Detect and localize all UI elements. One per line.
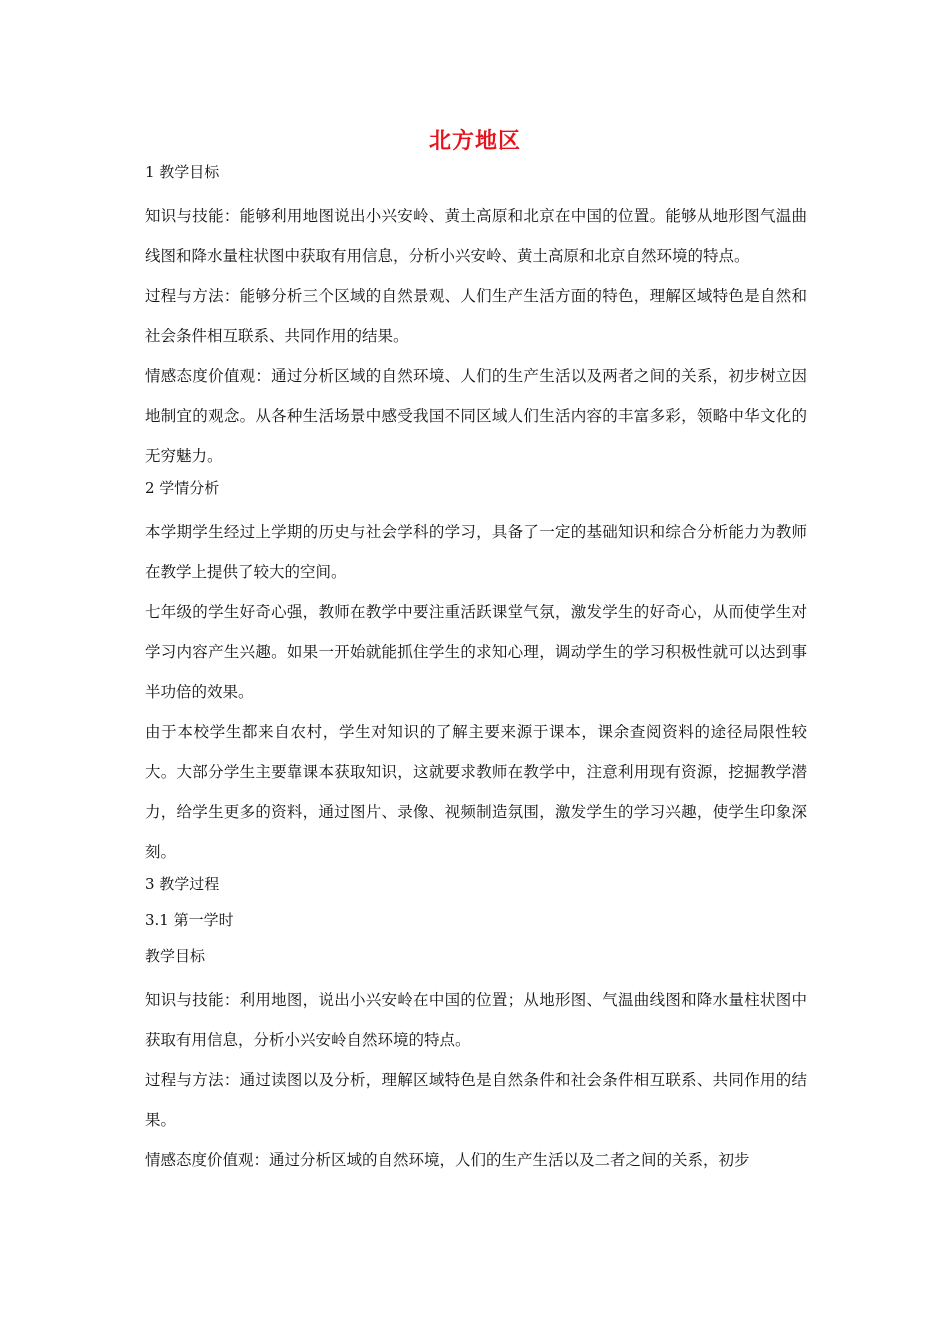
paragraph-student-analysis-2: 七年级的学生好奇心强，教师在教学中要注重活跃课堂气氛，激发学生的好奇心，从而使学生对学习内容产生兴趣。如果一开始就能抓住学生的求知心理，调动学生的学习积极性就可以达到事半功倍的效果。 (145, 603, 807, 701)
paragraph-knowledge-skills: 知识与技能：能够利用地图说出小兴安岭、黄土高原和北京在中国的位置。能够从地形图气温曲线图和降水量柱状图中获取有用信息，分析小兴安岭、黄土高原和北京自然环境的特点。 (145, 207, 807, 265)
paragraph-lesson-process: 过程与方法：通过读图以及分析，理解区域特色是自然条件和社会条件相互联系、共同作用的结果。 (145, 1071, 807, 1129)
paragraph-lesson-knowledge: 知识与技能：利用地图，说出小兴安岭在中国的位置；从地形图、气温曲线图和降水量柱状图中获取有用信息，分析小兴安岭自然环境的特点。 (145, 991, 807, 1049)
paragraph-lesson-attitude: 情感态度价值观：通过分析区域的自然环境，人们的生产生活以及二者之间的关系，初步 (145, 1151, 750, 1169)
paragraph-attitude-values: 情感态度价值观：通过分析区域的自然环境、人们的生产生活以及两者之间的关系，初步树立因地制宜的观念。从各种生活场景中感受我国不同区域人们生活内容的丰富多彩，领略中华文化的无穷魅力。 (145, 367, 807, 465)
sub-heading-objectives: 教学目标 (145, 947, 206, 965)
paragraph-student-analysis-1: 本学期学生经过上学期的历史与社会学科的学习，具备了一定的基础知识和综合分析能力为教师在教学上提供了较大的空间。 (145, 523, 807, 581)
paragraph-student-analysis-3: 由于本校学生都来自农村，学生对知识的了解主要来源于课本，课余查阅资料的途径局限性较大。大部分学生主要靠课本获取知识，这就要求教师在教学中，注意利用现有资源，挖掘教学潜力，给学生更多的资料，通过图片、录像、视频制造氛围，激发学生的学习兴趣，使学生印象深刻。 (145, 723, 807, 861)
document-body (145, 160, 807, 1180)
paragraph-process-methods: 过程与方法：能够分析三个区域的自然景观、人们生产生活方面的特色，理解区域特色是自然和社会条件相互联系、共同作用的结果。 (145, 287, 807, 345)
section-heading-teaching-process: 3 教学过程 (145, 875, 220, 893)
section-heading-objectives: 1 教学目标 (145, 163, 220, 181)
sub-heading-first-lesson: 3.1 第一学时 (145, 911, 234, 929)
section-heading-student-analysis: 2 学情分析 (145, 479, 220, 497)
document-title: 北方地区 (428, 129, 521, 154)
